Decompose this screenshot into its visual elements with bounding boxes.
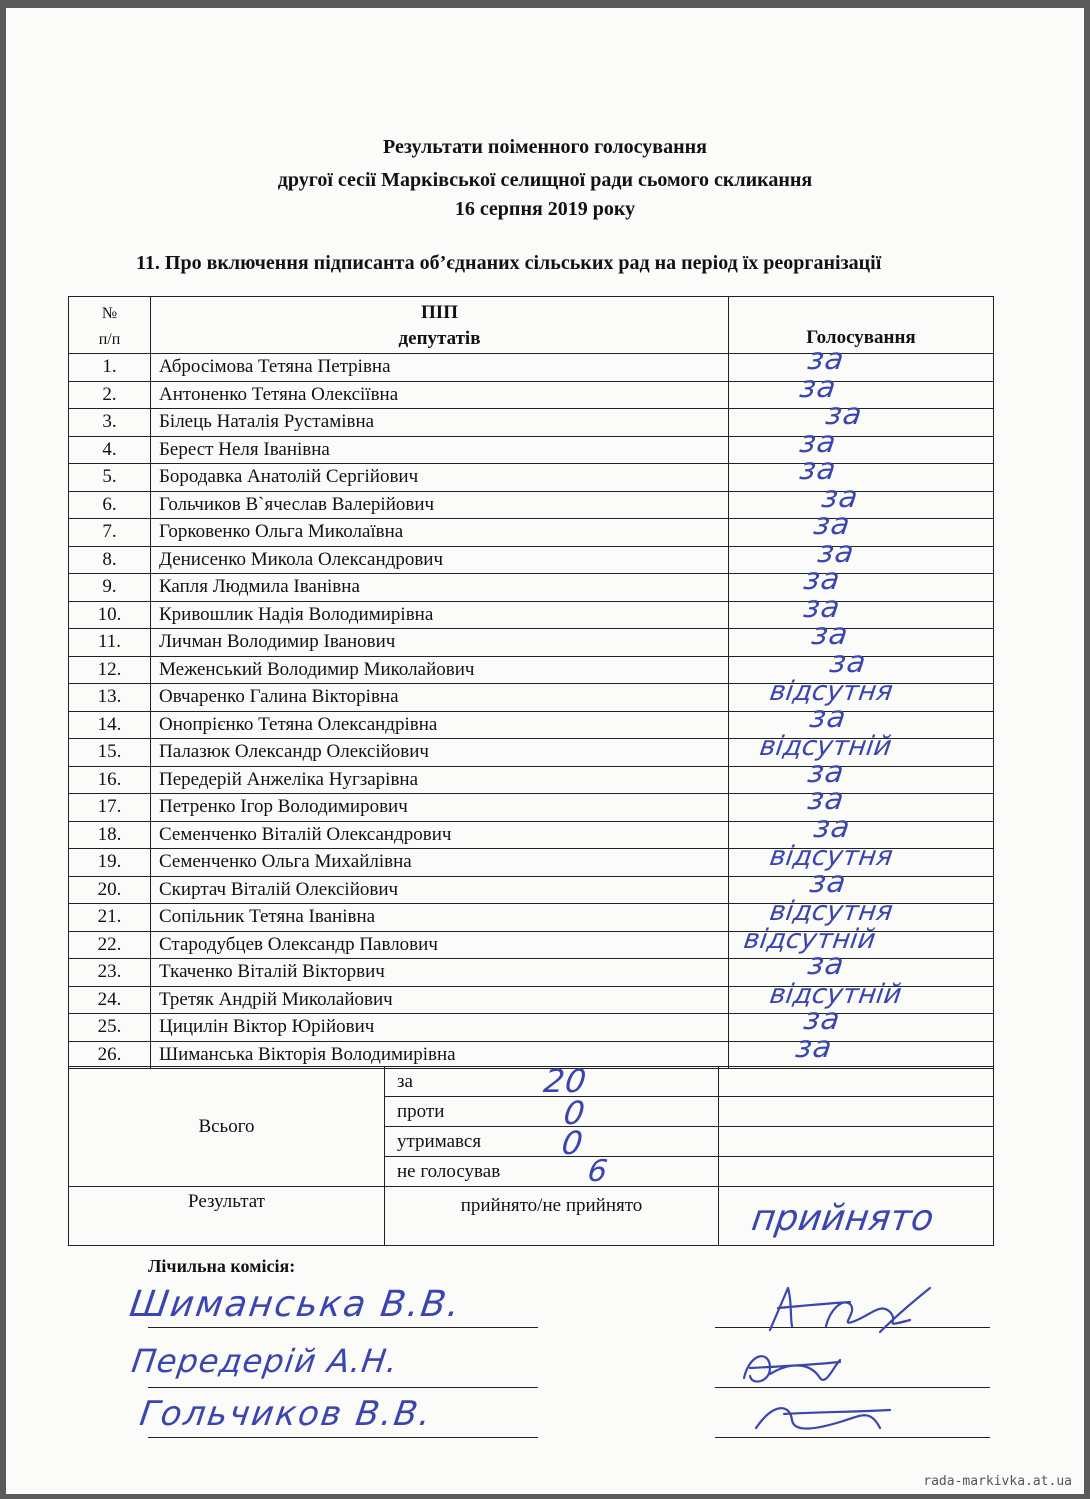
deputy-name: Бородавка Анатолій Сергійович (151, 464, 729, 492)
row-number: 10. (69, 601, 151, 629)
deputy-name: Палазюк Олександр Олексійович (151, 739, 729, 767)
table-row (69, 1041, 994, 1069)
table-row (69, 436, 994, 464)
handwritten-vote: за (801, 589, 843, 625)
row-number: 20. (69, 876, 151, 904)
title-line-2: другої сесії Марківської селищної ради сьомого скликання (277, 169, 813, 191)
row-number: 4. (69, 436, 151, 464)
handwritten-vote: за (805, 754, 847, 790)
handwritten-for-count: 20 (541, 1062, 590, 1100)
handwritten-vote: відсутня (767, 676, 895, 707)
handwritten-vote: за (793, 1029, 835, 1065)
vote-cell (729, 574, 994, 602)
table-header (69, 297, 994, 354)
deputy-name: Онопрієнко Тетяна Олександрівна (151, 711, 729, 739)
vote-cell (729, 766, 994, 794)
table-row (69, 794, 994, 822)
result-options: прийнято/не прийнято (385, 1187, 719, 1246)
table-row (69, 766, 994, 794)
row-number: 23. (69, 959, 151, 987)
vote-cell (729, 794, 994, 822)
deputy-name: Денисенко Микола Олександрович (151, 546, 729, 574)
commission-member-2: Передерій А.Н. (129, 1342, 401, 1380)
totals-against-label: проти (385, 1097, 719, 1127)
handwritten-vote: за (811, 507, 853, 542)
deputy-name: Горковенко Ольга Миколаївна (151, 519, 729, 547)
handwritten-abstain-count: 0 (559, 1124, 587, 1162)
totals-for-label: за (385, 1067, 719, 1097)
table-row (69, 354, 994, 382)
commission-member-1: Шиманська В.В. (127, 1284, 465, 1325)
handwritten-vote: за (805, 342, 847, 377)
row-number: 19. (69, 849, 151, 877)
row-number: 26. (69, 1041, 151, 1069)
agenda-item: 11. Про включення підписанта об’єднаних сільських рад на період їх реорганізації (136, 252, 882, 274)
result-label: Результат (69, 1187, 385, 1246)
table-row (69, 546, 994, 574)
deputy-name: Стародубцев Олександр Павлович (151, 931, 729, 959)
signatures-graphic (730, 1282, 970, 1452)
deputy-name: Кривошлик Надія Володимирівна (151, 601, 729, 629)
handwritten-novote-count: 6 (585, 1154, 611, 1189)
vote-cell (729, 354, 994, 382)
vote-cell (729, 464, 994, 492)
totals-label: Всього (69, 1067, 385, 1187)
vote-cell (729, 546, 994, 574)
deputy-name: Абросімова Тетяна Петрівна (151, 354, 729, 382)
row-number: 3. (69, 409, 151, 437)
handwritten-vote: за (819, 479, 861, 515)
deputy-name: Петренко Ігор Володимирович (151, 794, 729, 822)
signature-line (148, 1327, 538, 1328)
col-num-header: № п/п (69, 297, 151, 354)
deputy-name: Меженський Володимир Миколайович (151, 656, 729, 684)
watermark: rada-markivka.at.ua (923, 1474, 1072, 1489)
table-row (69, 574, 994, 602)
handwritten-vote: за (809, 617, 851, 652)
handwritten-vote: відсутній (757, 731, 894, 762)
title-line-1: Результати поіменного голосування (383, 136, 707, 158)
row-number: 24. (69, 986, 151, 1014)
handwritten-vote: за (823, 397, 865, 432)
vote-cell (729, 1014, 994, 1042)
row-number: 25. (69, 1014, 151, 1042)
handwritten-vote: відсутній (741, 923, 878, 955)
handwritten-vote: за (797, 424, 839, 460)
row-number: 17. (69, 794, 151, 822)
deputy-name: Третяк Андрій Миколайович (151, 986, 729, 1014)
deputy-name: Сопільник Тетяна Іванівна (151, 904, 729, 932)
handwritten-vote: відсутня (767, 896, 895, 927)
deputy-name: Антоненко Тетяна Олексіївна (151, 381, 729, 409)
deputy-name: Семенченко Ольга Михайлівна (151, 849, 729, 877)
handwritten-against-count: 0 (561, 1094, 589, 1132)
deputy-name: Гольчиков В`ячеслав Валерійович (151, 491, 729, 519)
vote-cell (729, 491, 994, 519)
totals-abstain-label: утримався (385, 1127, 719, 1157)
signature-line (148, 1437, 538, 1438)
deputy-name: Семенченко Віталій Олександрович (151, 821, 729, 849)
row-number: 5. (69, 464, 151, 492)
row-number: 21. (69, 904, 151, 932)
handwritten-vote: за (811, 809, 853, 845)
handwritten-vote: за (827, 644, 869, 680)
row-number: 2. (69, 381, 151, 409)
handwritten-vote: за (815, 534, 857, 570)
handwritten-vote: за (807, 864, 849, 900)
row-number: 14. (69, 711, 151, 739)
handwritten-vote: відсутній (767, 978, 904, 1010)
vote-cell (729, 436, 994, 464)
handwritten-vote: за (797, 369, 839, 405)
handwritten-vote: за (801, 562, 843, 597)
deputy-name: Шиманська Вікторія Володимирівна (151, 1041, 729, 1069)
deputy-name: Цицилін Віктор Юрійович (151, 1014, 729, 1042)
handwritten-vote: за (807, 699, 849, 735)
row-number: 15. (69, 739, 151, 767)
row-number: 9. (69, 574, 151, 602)
row-number: 11. (69, 629, 151, 657)
handwritten-result: прийнято (749, 1198, 937, 1239)
row-number: 16. (69, 766, 151, 794)
deputy-name: Капля Людмила Іванівна (151, 574, 729, 602)
row-number: 7. (69, 519, 151, 547)
row-number: 6. (69, 491, 151, 519)
vote-cell (729, 1041, 994, 1069)
col-vote-header: Голосування (729, 297, 994, 354)
vote-cell (729, 519, 994, 547)
deputy-name: Білець Наталія Рустамівна (151, 409, 729, 437)
handwritten-vote: за (797, 452, 839, 487)
handwritten-vote: за (801, 1002, 843, 1037)
commission-label: Лічильна комісія: (148, 1256, 296, 1276)
row-number: 18. (69, 821, 151, 849)
deputy-name: Берест Неля Іванівна (151, 436, 729, 464)
table-row (69, 1014, 994, 1042)
row-number: 22. (69, 931, 151, 959)
totals-novote-label: не голосував (385, 1157, 719, 1187)
handwritten-vote: відсутня (767, 841, 895, 872)
deputy-name: Личман Володимир Іванович (151, 629, 729, 657)
table-row (69, 601, 994, 629)
signature-line (148, 1387, 538, 1388)
deputy-name: Передерій Анжеліка Нугзарівна (151, 766, 729, 794)
deputy-name: Ткаченко Віталій Вікторвич (151, 959, 729, 987)
vote-cell (729, 601, 994, 629)
title-date: 16 серпня 2019 року (454, 198, 636, 220)
col-name-header: ПІП депутатів (151, 297, 729, 354)
row-number: 8. (69, 546, 151, 574)
handwritten-vote: за (805, 782, 847, 817)
handwritten-vote: за (805, 947, 847, 982)
row-number: 13. (69, 684, 151, 712)
deputy-name: Овчаренко Галина Вікторівна (151, 684, 729, 712)
row-number: 1. (69, 354, 151, 382)
deputy-name: Скиртач Віталій Олексійович (151, 876, 729, 904)
row-number: 12. (69, 656, 151, 684)
commission-member-3: Гольчиков В.В. (137, 1394, 435, 1434)
